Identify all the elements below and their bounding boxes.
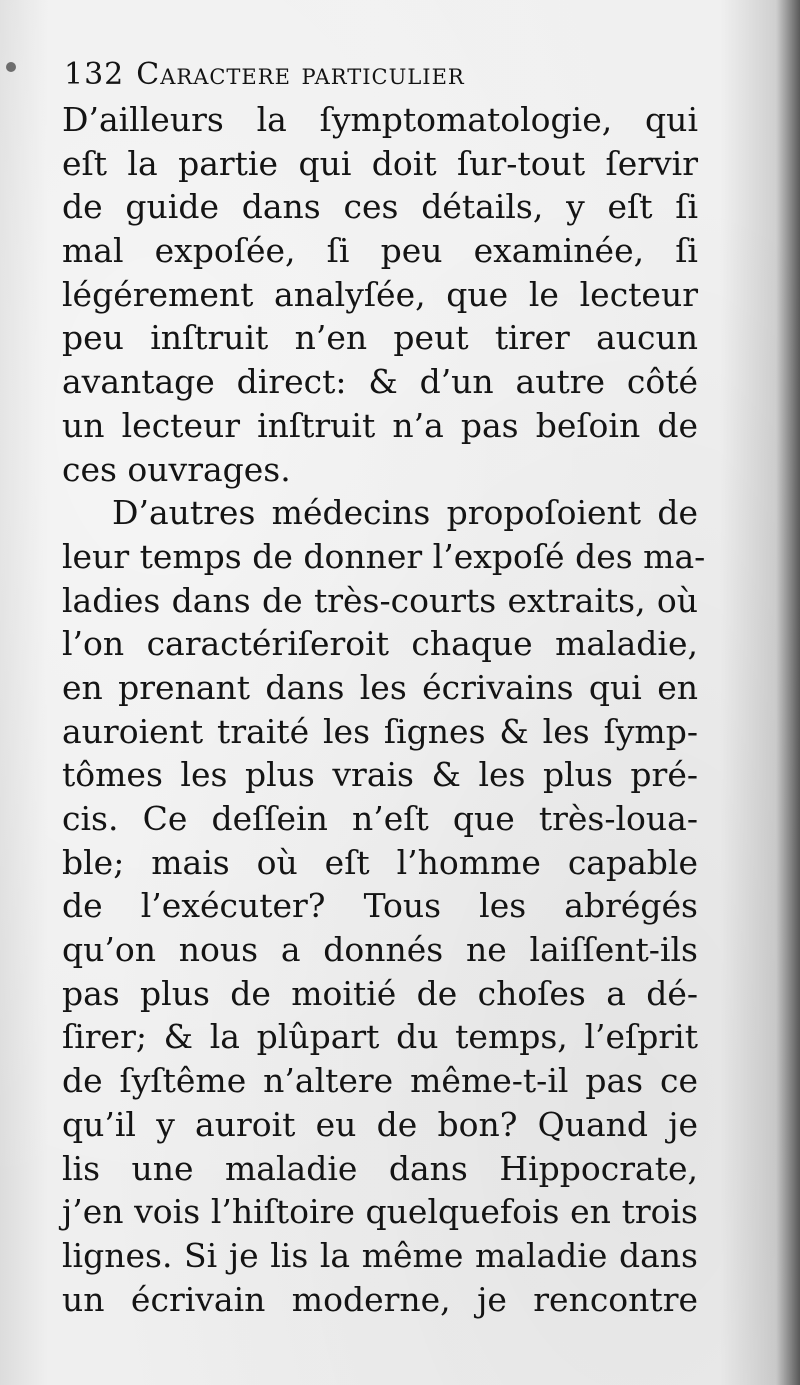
text-line: D’ailleurs la ſymptomatologie, qui (62, 100, 698, 139)
text-line: de l’exécuter? Tous les abrégés (62, 886, 698, 926)
page-number: 132 (64, 57, 125, 92)
text-line: avantage direct: & d’un autre côté (62, 362, 698, 402)
text-line: de guide dans ces détails, y eſt ſi (62, 187, 698, 227)
text-line: pas plus de moitié de choſes a dé- (62, 973, 698, 1013)
body-text (62, 98, 706, 1321)
running-title: Caractere particulier (136, 57, 465, 92)
text-line: qu’on nous a donnés ne laiſſent-ils (62, 930, 698, 970)
text-line: l’on caractériſeroit chaque maladie, (62, 624, 698, 664)
text-line: eſt la partie qui doit ſur-tout ſervir (62, 143, 698, 183)
text-line: de ſyſtême n’altere même-t-il pas ce (62, 1061, 698, 1101)
text-line: ſirer; & la plûpart du temps, l’eſprit (62, 1017, 698, 1057)
text-line: un écrivain moderne, je rencontre (62, 1279, 698, 1319)
text-line: en prenant dans les écrivains qui en (62, 667, 698, 707)
text-line: ladies dans de très-courts extraits, où (62, 580, 698, 620)
ink-spot (6, 62, 16, 72)
paragraph-start-line: D’autres médecins propoſoient de (112, 493, 698, 533)
text-line: ble; mais où eſt l’homme capable (62, 842, 698, 882)
paragraph-end-line: ces ouvrages. (62, 449, 291, 489)
text-line: j’en vois l’hiſtoire quelquefois en trois (62, 1192, 698, 1232)
text-line: leur temps de donner l’expoſé des ma- (62, 536, 706, 576)
text-line: lignes. Si je lis la même maladie dans (62, 1235, 698, 1275)
text-line: cis. Ce deſſein n’eſt que très-loua- (62, 799, 698, 838)
running-head (64, 52, 704, 98)
text-line: lis une maladie dans Hippocrate, (62, 1148, 698, 1188)
text-line: tômes les plus vrais & les plus pré- (62, 755, 698, 795)
text-line: auroient traité les ſignes & les ſymp- (62, 711, 698, 751)
text-line: qu’il y auroit eu de bon? Quand je (62, 1104, 698, 1144)
text-line: peu inſtruit n’en peut tirer aucun (62, 318, 698, 358)
text-line: un lecteur inſtruit n’a pas beſoin de (62, 405, 698, 445)
text-line: légérement analyſée, que le lecteur (62, 274, 698, 314)
text-line: mal expoſée, ſi peu examinée, ſi (62, 231, 698, 271)
